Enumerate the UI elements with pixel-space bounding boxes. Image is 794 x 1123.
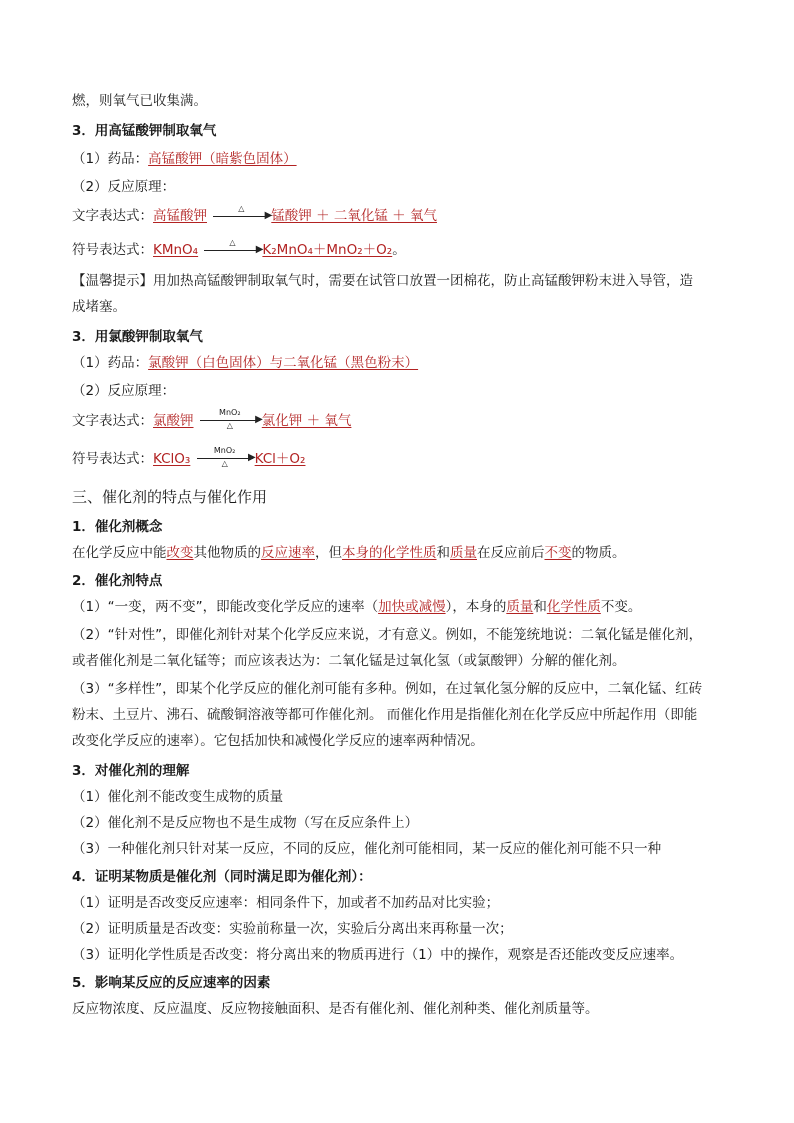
drug-line-1 bbox=[72, 150, 297, 168]
heading-catalyst-understanding: 3．对催化剂的理解 bbox=[72, 763, 190, 779]
tip-line-2: 成堵塞。 bbox=[72, 299, 126, 315]
reaction-arrow-icon: MnO₂ ▶ △ bbox=[200, 410, 260, 432]
understanding-1: （1）催化剂不能改变生成物的质量 bbox=[72, 789, 284, 805]
word-equation-2 bbox=[72, 410, 351, 432]
answer-blank: 加快或减慢 bbox=[378, 599, 446, 615]
prove-2: （2）证明质量是否改变：实验前称量一次，实验后分离出来再称量一次； bbox=[72, 921, 513, 937]
feature-3-line-1: （3）“多样性”，即某个化学反应的催化剂可能有多种。例如，在过氧化氢分解的反应中，二氧化锰、红砖 bbox=[72, 681, 703, 697]
condition-heat: △ bbox=[238, 204, 245, 213]
understanding-2: （2）催化剂不是反应物也不是生成物（写在反应条件上） bbox=[72, 815, 419, 831]
symbol-equation-2 bbox=[72, 448, 305, 470]
principle-label-2: （2）反应原理： bbox=[72, 383, 176, 399]
text: 的物质。 bbox=[571, 545, 626, 561]
sym-eq-label: 符号表达式： bbox=[72, 242, 153, 258]
prove-1: （1）证明是否改变反应速率：相同条件下，加或者不加药品对比实验； bbox=[72, 895, 500, 911]
word-eq-products: 锰酸钾 ＋ 二氧化锰 ＋ 氧气 bbox=[271, 208, 437, 224]
rate-factors: 反应物浓度、反应温度、反应物接触面积、是否有催化剂、催化剂种类、催化剂质量等。 bbox=[72, 1001, 599, 1017]
answer-blank: 质量 bbox=[450, 545, 477, 561]
condition-heat: △ bbox=[221, 459, 228, 468]
answer-blank: 质量 bbox=[506, 599, 534, 615]
paragraph: 燃，则氧气已收集满。 bbox=[72, 93, 207, 109]
feature-2-line-2: 或者催化剂是二氧化锰等；而应该表达为：二氧化锰是过氧化氢（或氯酸钾）分解的催化剂。 bbox=[72, 653, 626, 669]
drug-value: 氯酸钾（白色固体）与二氧化锰（黑色粉末） bbox=[148, 355, 419, 371]
answer-blank: 化学性质 bbox=[546, 599, 601, 615]
prove-3: （3）证明化学性质是否改变：将分离出来的物质再进行（1）中的操作，观察是否还能改变反应速率。 bbox=[72, 947, 684, 963]
text: 和 bbox=[533, 599, 547, 615]
heading-kclo3: 3．用氯酸钾制取氧气 bbox=[72, 329, 203, 345]
text: （1）“一变，两不变”，即能改变化学反应的速率（ bbox=[72, 599, 379, 615]
sym-eq-label: 符号表达式： bbox=[72, 451, 153, 467]
text: 在反应前后 bbox=[477, 545, 545, 561]
condition-catalyst: MnO₂ bbox=[213, 446, 236, 455]
sym-eq-products: K₂MnO₄＋MnO₂＋O₂ bbox=[262, 242, 393, 258]
sym-eq-products: KCl＋O₂ bbox=[254, 451, 306, 467]
drug-label: （1）药品： bbox=[72, 355, 149, 371]
sym-eq-reactant: KClO₃ bbox=[153, 451, 191, 467]
text: 和 bbox=[436, 545, 450, 561]
word-eq-reactant: 氯酸钾 bbox=[153, 413, 194, 429]
feature-3-line-2: 粉末、土豆片、沸石、硫酸铜溶液等都可作催化剂。 而催化作用是指催化剂在化学反应中所起作用（即能 bbox=[72, 707, 698, 723]
text: ，但 bbox=[315, 545, 342, 561]
text: ），本身的 bbox=[445, 599, 507, 615]
condition-heat: △ bbox=[226, 421, 233, 430]
word-equation-1 bbox=[72, 206, 437, 226]
condition-heat: △ bbox=[229, 238, 236, 247]
answer-blank: 改变 bbox=[166, 545, 194, 561]
sym-eq-reactant: KMnO₄ bbox=[153, 242, 199, 258]
word-eq-label: 文字表达式： bbox=[72, 208, 153, 224]
tip-line-1: 【温馨提示】用加热高锰酸钾制取氧气时，需要在试管口放置一团棉花，防止高锰酸钾粉末进入导管，造 bbox=[72, 273, 693, 289]
answer-blank: 本身的化学性质 bbox=[342, 545, 437, 561]
heading-kmno4: 3．用高锰酸钾制取氧气 bbox=[72, 123, 217, 139]
drug-value: 高锰酸钾（暗紫色固体） bbox=[148, 151, 297, 167]
reaction-arrow-icon: △ ▶ bbox=[204, 240, 260, 260]
heading-prove-catalyst: 4．证明某物质是催化剂（同时满足即为催化剂）： bbox=[72, 869, 372, 885]
text: 其他物质的 bbox=[193, 545, 261, 561]
heading-catalyst-concept: 1．催化剂概念 bbox=[72, 519, 163, 535]
reaction-arrow-icon: MnO₂ ▶ △ bbox=[197, 448, 253, 470]
feature-2-line-1: （2）“针对性”，即催化剂针对某个化学反应来说，才有意义。例如，不能笼统地说：二氧化锰是催化剂， bbox=[72, 627, 703, 643]
drug-line-2 bbox=[72, 354, 418, 372]
understanding-3: （3）一种催化剂只针对某一反应，不同的反应，催化剂可能相同，某一反应的催化剂可能不只一种 bbox=[72, 841, 662, 857]
answer-blank: 不变 bbox=[544, 545, 572, 561]
heading-catalyst-features: 2．催化剂特点 bbox=[72, 573, 163, 589]
feature-1 bbox=[72, 598, 641, 616]
catalyst-definition bbox=[72, 544, 626, 562]
feature-3-line-3: 改变化学反应的速率）。它包括加快和减慢化学反应的速率两种情况。 bbox=[72, 733, 484, 749]
section-heading: 三、催化剂的特点与催化作用 bbox=[72, 488, 268, 506]
condition-catalyst: MnO₂ bbox=[219, 408, 241, 417]
word-eq-products: 氯化钾 ＋ 氧气 bbox=[261, 413, 352, 429]
symbol-equation-1 bbox=[72, 240, 406, 260]
principle-label-1: （2）反应原理： bbox=[72, 179, 176, 195]
word-eq-reactant: 高锰酸钾 bbox=[153, 208, 207, 224]
text: 不变。 bbox=[600, 599, 642, 615]
drug-label: （1）药品： bbox=[72, 151, 149, 167]
text: 在化学反应中能 bbox=[72, 545, 167, 561]
heading-rate-factors: 5．影响某反应的反应速率的因素 bbox=[72, 975, 271, 991]
reaction-arrow-icon: △ ▶ bbox=[213, 206, 269, 226]
word-eq-label: 文字表达式： bbox=[72, 413, 153, 429]
period: 。 bbox=[392, 242, 406, 258]
answer-blank: 反应速率 bbox=[261, 545, 315, 561]
